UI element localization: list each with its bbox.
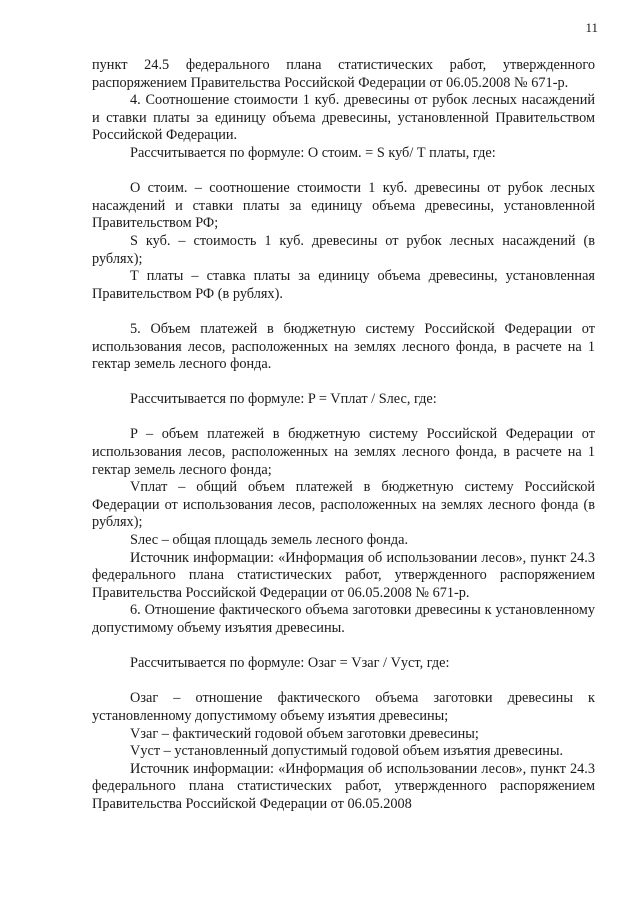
definition: Sлес – общая площадь земель лесного фонда. (130, 532, 409, 549)
formula-line: Рассчитывается по формуле: Озаг = Vзаг / Vуст, где: (130, 655, 450, 672)
formula-line: Рассчитывается по формуле: О стоим. = S куб/ Т платы, где: (130, 144, 496, 161)
definition: Озаг – отношение фактического объема заготовки древесины к установленному допустимому объему изъятия древесины; (92, 690, 595, 724)
source-info: Источник информации: «Информация об использовании лесов», пункт 24.3 федерального плана статистических работ, утвержденного распоряжением Правительства Российской Федерации от 06.05.2008 № 671-р. (92, 549, 595, 601)
definition: Vплат – общий объем платежей в бюджетную систему Российской Федерации от использования лесов, расположенных на землях лесного фонда (в рублях); (92, 479, 595, 531)
definition: Vзаг – фактический годовой объем заготовки древесины; (130, 725, 479, 742)
page-number: 11 (585, 20, 598, 35)
document-body (92, 57, 595, 814)
section-6-heading: 6. Отношение фактического объема заготовки древесины к установленному допустимому объему изъятия древесины. (92, 602, 595, 636)
section-4-heading: 4. Соотношение стоимости 1 куб. древесины от рубок лесных насаждений и ставки платы за единицу объема древесины, установленной Правительством Российской Федерации. (92, 92, 595, 144)
definition: Т платы – ставка платы за единицу объема древесины, установленная Правительством РФ (в рублях). (92, 268, 595, 302)
definition: Vуст – установленный допустимый годовой объем изъятия древесины. (130, 743, 564, 760)
source-info: Источник информации: «Информация об использовании лесов», пункт 24.3 федерального плана статистических работ, утвержденного распоряжением Правительства Российской Федерации от 06.05.2008 (92, 760, 595, 812)
definition: S куб. – стоимость 1 куб. древесины от рубок лесных насаждений (в рублях); (92, 232, 595, 267)
definition: P – объем платежей в бюджетную систему Российской Федерации от использования лесов, расположенных на землях лесного фонда, в расчете на 1 гектар земель лесного фонда; (92, 426, 595, 478)
section-5-heading: 5. Объем платежей в бюджетную систему Российской Федерации от использования лесов, расположенных на землях лесного фонда, в расчете на 1 гектар земель лесного фонда. (92, 320, 595, 373)
formula-line: Рассчитывается по формуле: P = Vплат / Sлес, где: (130, 391, 437, 408)
definition: О стоим. – соотношение стоимости 1 куб. древесины от рубок лесных насаждений и ставки платы за единицу объема древесины, установленной Правительством РФ; (92, 180, 595, 232)
paragraph: пункт 24.5 федерального плана статистических работ, утвержденного распоряжением Правительства Российской Федерации от 06.05.2008 № 671-р. (92, 57, 595, 91)
